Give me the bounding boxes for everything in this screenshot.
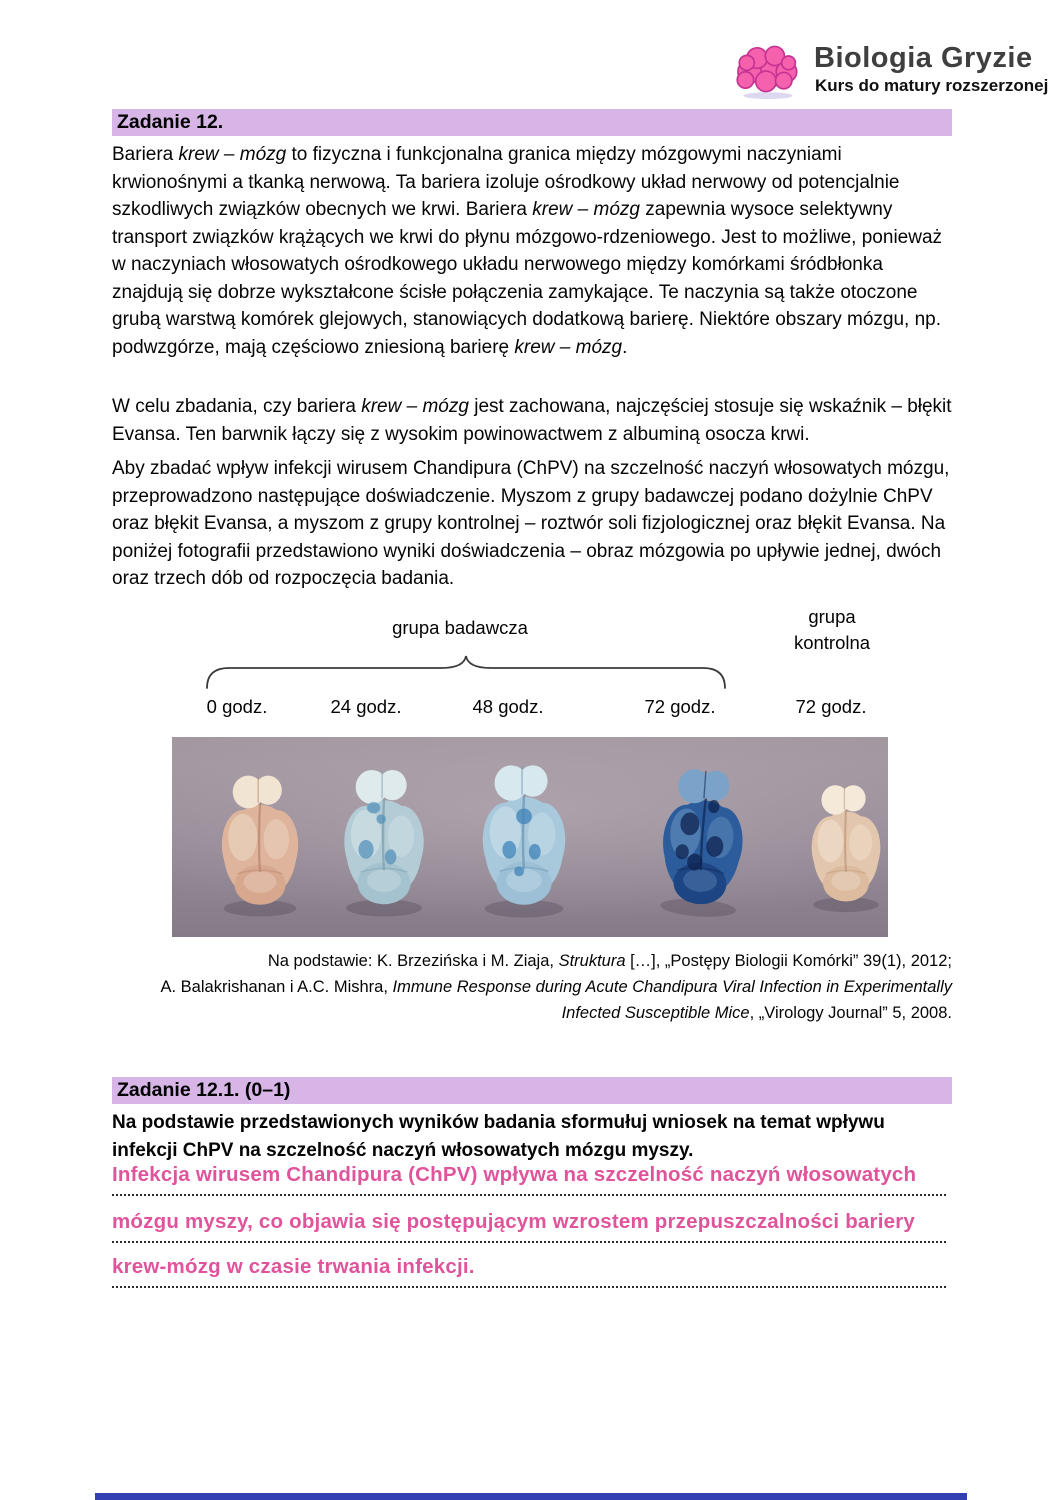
source-citation	[112, 948, 952, 1026]
task12-header: Zadanie 12.	[112, 109, 952, 136]
task12-paragraph-1: Bariera krew – mózg to fizyczna i funkcjonalna granica między mózgowymi naczyniami krwionośnymi a tkanką nerwową. Ta bariera izoluje ośrodkowy układ nerwowy od potencjalnie szkodliwych związków obecnych we krwi. Bariera krew – mózg zapewnia wysoce selektywny transport związków krążących we krwi do płynu mózgowo-rdzeniowego. Jest to możliwe, ponieważ w naczyniach włosowatych ośrodkowego układu nerwowego między komórkami śródbłonka znajdują się dobrze wykształcone ścisłe połączenia zamykające. Te naczynia są także otoczone grubą warstwą komórek glejowych, stanowiących dodatkową barierę. Niektóre obszary mózgu, np. podwzgórze, mają częściowo zniesioną barierę krew – mózg.	[112, 144, 943, 358]
time-label-0h: 0 godz.	[206, 696, 268, 717]
label-control-group	[758, 604, 906, 656]
task121-question: Na podstawie przedstawionych wyników badania sformułuj wniosek na temat wpływu infekcji ChPV na szczelność naczyń włosowatych mózgu myszy.	[112, 1112, 885, 1161]
citation-line-1: Na podstawie: K. Brzezińska i M. Ziaja, Struktura […], „Postępy Biologii Komórki” 39(1), 2012;	[267, 952, 952, 970]
brain-48h-image	[470, 751, 578, 923]
page-bottom-rule	[95, 1493, 967, 1500]
answer-line-2: mózgu myszy, co objawia się postępującym wzrostem przepuszczalności bariery	[112, 1210, 946, 1243]
brace-study-group	[205, 654, 727, 690]
time-label-48h: 48 godz.	[472, 696, 544, 717]
brain-control-72h-image	[801, 771, 888, 919]
label-study-group: grupa badawcza	[392, 617, 528, 638]
brain-logo-icon	[727, 36, 809, 102]
citation-line-3: Infected Susceptible Mice, „Virology Journal” 5, 2008.	[561, 1004, 952, 1022]
logo-subtitle: Kurs do matury rozszerzonej	[815, 76, 1049, 95]
time-label-24h: 24 godz.	[330, 696, 402, 717]
task12-paragraph-3: Aby zbadać wpływ infekcji wirusem Chandipura (ChPV) na szczelność naczyń włosowatych mózgu, przeprowadzono następujące doświadczenie. Myszom z grupy badawczej podano dożylnie ChPV oraz błękit Evansa, a myszom z grupy kontrolnej – roztwór soli fizjologicznej oraz błękit Evansa. Na poniżej fotografii przedstawiono wyniki doświadczenia – obraz mózgowia po upływie jednej, dwóch oraz trzech dób od rozpoczęcia badania.	[112, 458, 950, 589]
brain-72h-image	[645, 752, 760, 927]
label-control-line1: grupa	[808, 606, 856, 627]
task121-header: Zadanie 12.1. (0–1)	[112, 1077, 952, 1104]
logo-title: Biologia Gryzie	[814, 42, 1033, 74]
brain-24h-image	[332, 757, 436, 921]
task12-paragraph-2: W celu zbadania, czy bariera krew – mózg jest zachowana, najczęściej stosuje się wskaźnik – błękit Evansa. Ten barwnik łączy się z wysokim powinowactwem z albuminą osocza krwi.	[112, 396, 952, 445]
answer-line-3: krew-mózg w czasie trwania infekcji.	[112, 1255, 946, 1288]
time-label-72h: 72 godz.	[644, 696, 716, 717]
brain-0h-image	[210, 761, 310, 923]
citation-line-2: A. Balakrishanan i A.C. Mishra, Immune Response during Acute Chandipura Viral Infection in Experimentally	[160, 978, 952, 996]
answer-line-1: Infekcja wirusem Chandipura (ChPV) wpływa na szczelność naczyń włosowatych	[112, 1163, 946, 1196]
experiment-photo	[172, 737, 888, 937]
time-label-control-72h: 72 godz.	[795, 696, 867, 717]
label-control-line2: kontrolna	[793, 632, 871, 653]
